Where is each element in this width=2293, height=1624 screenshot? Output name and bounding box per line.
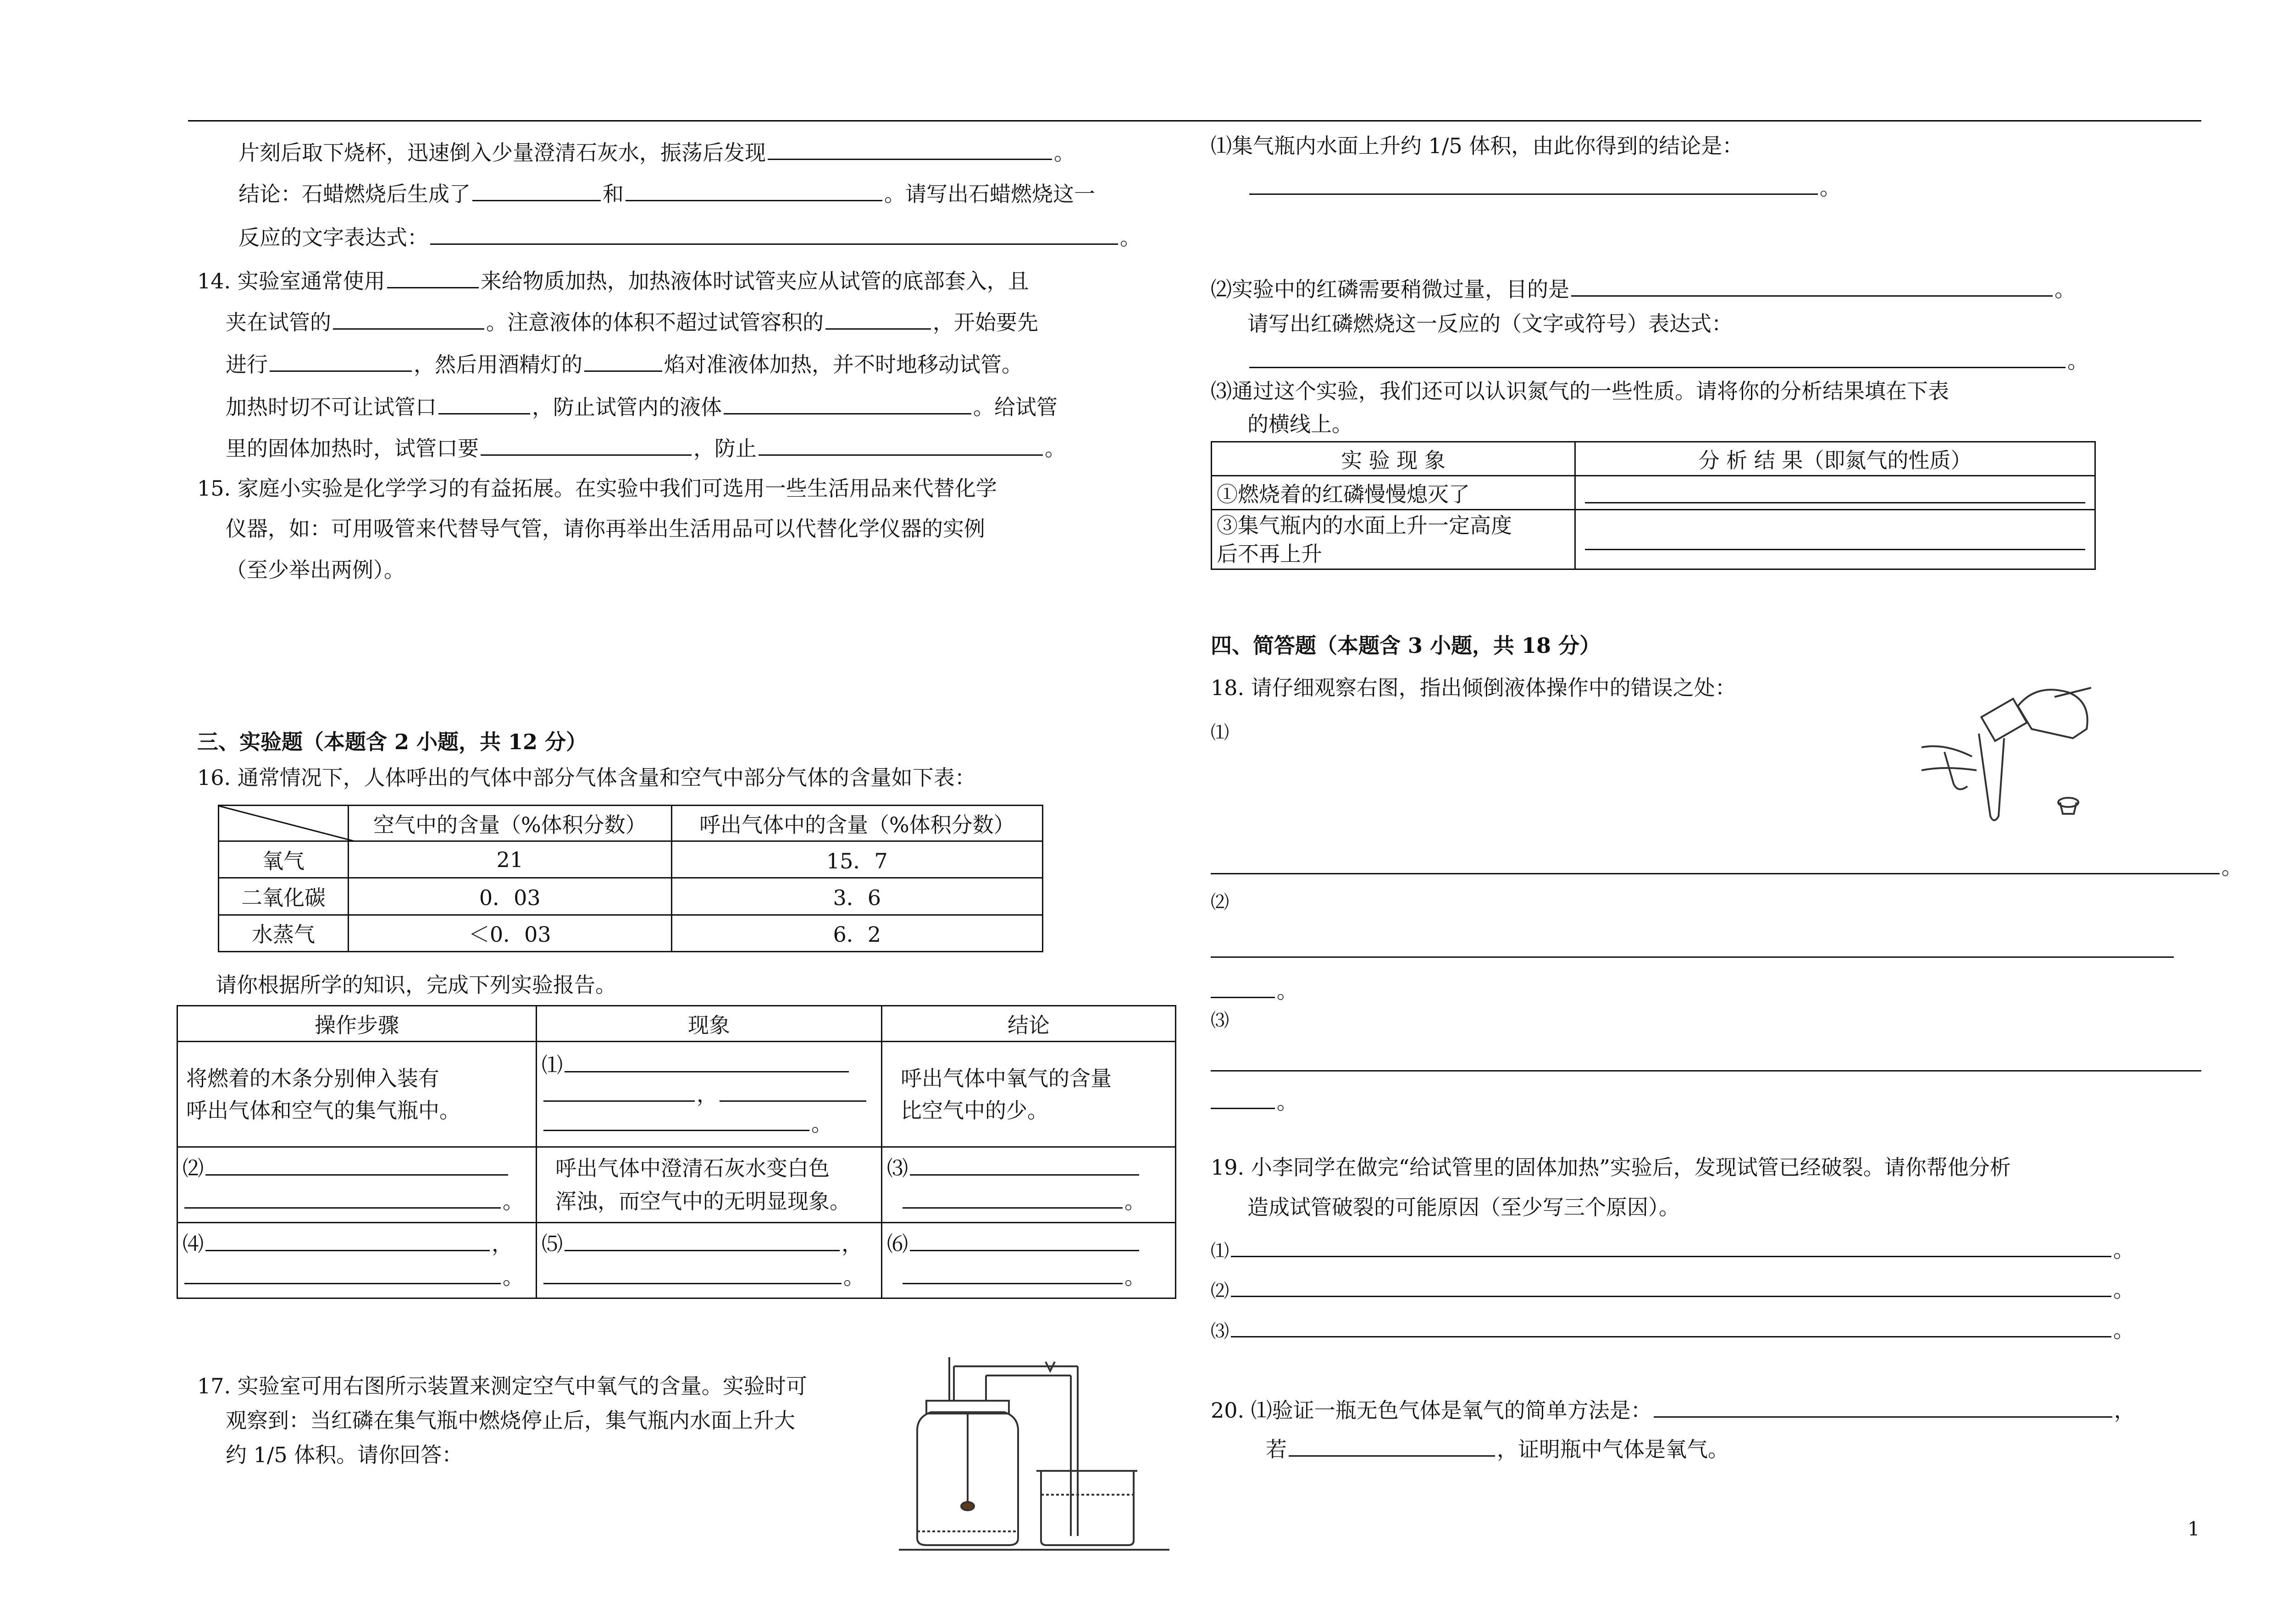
pouring-liquid-figure [1917,679,2100,830]
text: 若 [1266,1437,1287,1462]
text: 结论：石蜡燃烧后生成了 [238,182,471,206]
answer-blank[interactable] [481,434,692,456]
answer-blank[interactable] [270,350,412,372]
text: ， [842,1232,863,1256]
text: ⑷ [183,1232,204,1256]
nitrogen-properties-table [1211,441,2096,570]
text: 19. 小李同学在做完“给试管里的固体加热”实验后，发现试管已经破裂。请你帮他分析 [1211,1155,2011,1180]
text: ⑵ [183,1156,204,1181]
table-cell: ＜0．03 [349,915,672,951]
answer-blank[interactable] [626,180,882,201]
diagonal-line [219,806,357,842]
q20-line-2 [1266,1435,1729,1462]
q17-2b [1247,311,1733,337]
text: 。 [2113,1277,2134,1302]
text: 。 [1277,1089,1298,1114]
text: 四、简答题（本题含 3 小题，共 18 分） [1211,633,1601,658]
answer-blank[interactable] [184,1187,501,1209]
q17-3 [1211,378,1949,404]
answer-blank[interactable] [825,308,931,330]
text: ，然后用酒精灯的 [414,352,582,377]
text: ⑸ [542,1232,563,1256]
table-cell: 氧气 [219,841,349,878]
answer-blank[interactable] [1571,275,2053,297]
answer-blank[interactable] [205,1154,508,1176]
table-cell [177,1147,537,1223]
text: 请写出红磷燃烧这一反应的（文字或符号）表达式： [1247,311,1733,336]
table-cell: 21 [349,841,672,878]
q16-line [197,765,976,790]
answer-blank[interactable] [472,180,601,201]
text: ⑶ [1211,1010,1229,1031]
answer-blank[interactable] [438,393,530,414]
text: 。给试管 [973,395,1058,420]
text: 后不再上升 [1217,541,1322,566]
experiment-report-table [177,1005,1176,1299]
text: 的横线上。 [1247,412,1353,436]
answer-blank[interactable] [1231,1276,2111,1297]
text: 。注意液体的体积不超过试管容积的 [486,310,824,335]
table-header: 实 验 现 象 [1212,442,1575,476]
table-header: 操作步骤 [177,1006,537,1042]
text: 20. ⑴验证一瓶无色气体是氧气的简单方法是： [1211,1398,1652,1423]
text: 请你根据所学的知识，完成下列实验报告。 [216,972,616,997]
text: ，防止 [693,436,757,461]
text: ，开始要先 [933,310,1038,335]
text: ，证明瓶中气体是氧气。 [1497,1437,1729,1462]
text: 浑浊，而空气中的无明显现象。 [555,1189,851,1214]
text: 。 [1124,1265,1146,1289]
answer-blank[interactable] [1211,1050,2201,1072]
header-rule [188,120,2201,122]
text: 仪器，如：可用吸管来代替导气管，请你再举出生活用品可以代替化学仪器的实例 [226,516,985,541]
text: 呼出气体中澄清石灰水变白色 [555,1156,830,1181]
answer-blank[interactable] [903,1263,1123,1284]
text: 观察到：当红磷在集气瓶中燃烧停止后，集气瓶内水面上升大 [226,1408,795,1433]
q15-line-1 [197,475,997,501]
q19-answer-1 [1211,1236,2134,1264]
text: ⑶ [1211,1321,1229,1342]
report-intro [216,972,616,998]
answer-blank[interactable] [1654,1396,2112,1418]
q17-1-answer [1247,173,1841,200]
q17-line-2 [226,1408,795,1433]
text: 。 [843,1265,864,1289]
answer-blank[interactable] [1211,936,2174,958]
text: 。 [811,1111,832,1136]
text: 。 [2055,277,2076,302]
q14-line-4 [226,393,1058,420]
table-cell: 3．6 [671,878,1042,915]
answer-blank[interactable] [1211,977,1275,998]
table-cell [537,1223,882,1298]
text: 17. 实验室可用右图所示装置来测定空气中氧气的含量。实验时可 [197,1374,807,1398]
text: 。 [2221,855,2243,879]
q18-answer-2b [1211,977,1298,1004]
q17-line-3 [226,1442,463,1468]
q17-1 [1211,133,1743,159]
text: 片刻后取下烧杯，迅速倒入少量澄清石灰水，振荡后发现 [238,140,766,165]
answer-blank[interactable] [1585,529,2085,550]
answer-blank[interactable] [565,1230,840,1251]
q17-2b-answer [1247,347,2088,374]
q15-line-3 [226,557,405,583]
answer-blank[interactable] [724,393,971,414]
text: 进行 [226,352,268,377]
oxygen-measurement-apparatus-figure [899,1357,1174,1554]
text: ⑶ [887,1156,908,1181]
text: 比空气中的少。 [901,1098,1048,1123]
answer-blank[interactable] [543,1263,842,1284]
text: 。 [1120,225,1141,250]
q17-3b [1247,411,1353,437]
answer-blank[interactable] [910,1154,1139,1176]
text: 15. 家庭小实验是化学学习的有益拓展。在实验中我们可选用一些生活用品来代替化学 [197,476,997,501]
table-cell: 水蒸气 [219,915,349,951]
answer-blank[interactable] [903,1187,1123,1209]
answer-blank[interactable] [1249,347,2066,368]
q19-line-2 [1247,1194,1680,1220]
text: 16. 通常情况下，人体呼出的气体中部分气体含量和空气中部分气体的含量如下表： [197,765,976,790]
text: ⑴集气瓶内水面上升约 1/5 体积，由此你得到的结论是： [1211,133,1744,158]
q18-mark-3 [1211,1008,1229,1033]
text: 来给物质加热，加热液体时试管夹应从试管的底部套入，且 [480,269,1029,293]
answer-blank[interactable] [1585,482,2085,503]
answer-blank[interactable] [184,1263,501,1284]
text: 加热时切不可让试管口 [226,395,437,420]
answer-blank[interactable] [387,267,479,288]
text: 。 [1277,978,1298,1003]
text: 夹在试管的 [226,310,331,335]
text: 造成试管破裂的可能原因（至少写三个原因）。 [1247,1195,1680,1220]
table-header: 呼出气体中的含量（%体积分数） [671,806,1042,841]
text: 三、实验题（本题含 2 小题，共 12 分） [197,729,587,754]
table-cell [882,1223,1176,1298]
text: ⑵ [1211,1281,1229,1302]
q14-line-3 [226,350,1023,377]
text: 。 [503,1265,524,1289]
answer-blank[interactable] [1211,1088,1275,1109]
answer-blank[interactable] [543,1110,809,1131]
text: 将燃着的木条分别伸入装有 [186,1066,439,1091]
text: 。 [2067,348,2088,373]
text: 里的固体加热时，试管口要 [226,436,479,461]
text: 焰对准液体加热，并不时地移动试管。 [664,352,1023,377]
table-cell [177,1042,537,1147]
table-cell: 二氧化碳 [219,878,349,915]
text: 14. 实验室通常使用 [197,269,385,293]
text: ，防止试管内的液体 [532,395,722,420]
text: ， [492,1232,513,1256]
diagonal-header-cell [219,806,349,841]
text: ③集气瓶内的水面上升一定高度 [1217,513,1512,538]
text: ⑴ [1211,1241,1229,1262]
table-header: 分 析 结 果（即氮气的性质） [1575,442,2095,476]
answer-blank[interactable] [768,138,1052,160]
text: （至少举出两例）。 [226,558,405,582]
text: 呼出气体和空气的集气瓶中。 [186,1098,460,1123]
q14-line-2 [226,308,1038,335]
table-cell [1575,510,2095,569]
table-header: 空气中的含量（%体积分数） [349,806,672,841]
q20-line-1 [1211,1396,2135,1423]
text: 。 [2113,1318,2134,1342]
q17-2 [1211,275,2076,302]
q19-answer-3 [1211,1316,2134,1344]
answer-blank[interactable] [1231,1316,2111,1337]
text: 。 [1045,436,1066,461]
text: ⑵ [1211,892,1229,913]
q19-line-1 [1211,1154,2011,1180]
q14-line-5 [226,434,1066,461]
q18-answer-1 [1211,853,2243,880]
answer-blank[interactable] [720,1080,866,1102]
q15-line-2 [226,516,985,541]
text: 呼出气体中氧气的含量 [901,1066,1112,1091]
q18-mark-1 [1211,720,1229,746]
table-header: 现象 [537,1006,882,1042]
page-number: 1 [2188,1518,2200,1540]
table-cell: ①燃烧着的红磷慢慢熄灭了 [1212,476,1575,510]
answer-blank[interactable] [543,1080,695,1102]
q18-answer-3 [1211,1050,2203,1077]
table-cell [177,1223,537,1298]
text: 。 [2113,1237,2134,1262]
text: ⑴ [1211,722,1229,743]
answer-blank[interactable] [910,1230,1139,1251]
answer-blank[interactable] [1249,173,1818,195]
q18-answer-2 [1211,936,2176,963]
text: ， [2114,1398,2135,1423]
table-cell [882,1147,1176,1223]
text: 和 [603,182,624,206]
q13-line-3 [238,223,1141,250]
q13-line-2 [238,180,1095,207]
text: 。 [1054,140,1075,165]
text: ⑵实验中的红磷需要稍微过量，目的是 [1211,277,1569,302]
text: 。 [1124,1189,1146,1214]
text: ， [697,1082,718,1107]
text: 18. 请仔细观察右图，指出倾倒液体操作中的错误之处： [1211,675,1736,700]
answer-blank[interactable] [1231,1236,2111,1257]
table-cell [537,1042,882,1147]
answer-blank[interactable] [584,350,662,372]
text: ⑶通过这个实验，我们还可以认识氮气的一些性质。请将你的分析结果填在下表 [1211,379,1949,403]
table-cell [537,1147,882,1223]
q13-line-1 [238,138,1075,166]
text: 约 1/5 体积。请你回答： [226,1442,463,1467]
answer-blank[interactable] [1211,853,2220,874]
table-cell [1212,510,1575,569]
text: ⑹ [887,1232,908,1256]
text: 。 [1820,175,1841,200]
text: 。 [503,1189,524,1214]
text: 反应的文字表达式： [238,225,428,250]
table-cell: 0．03 [349,878,672,915]
section-4-heading [1211,633,1601,658]
table-cell: 6．2 [671,915,1042,951]
text: 。请写出石蜡燃烧这一 [884,182,1095,206]
answer-blank[interactable] [1289,1435,1495,1457]
gas-content-table [218,805,1043,952]
text: ⑴ [542,1052,563,1077]
table-cell [882,1042,1176,1147]
answer-blank[interactable] [759,434,1043,456]
answer-blank[interactable] [430,223,1118,245]
section-3-heading [197,729,587,755]
q18-line [1211,675,1736,701]
q18-mark-2 [1211,889,1229,915]
q17-line-1 [197,1373,807,1399]
q14-line-1 [197,267,1029,294]
table-cell [1575,476,2095,510]
answer-blank[interactable] [205,1230,490,1251]
q19-answer-2 [1211,1276,2134,1304]
answer-blank[interactable] [565,1051,849,1072]
q18-answer-3b [1211,1088,1298,1115]
answer-blank[interactable] [333,308,484,330]
table-header: 结论 [882,1006,1176,1042]
table-cell: 15．7 [671,841,1042,878]
